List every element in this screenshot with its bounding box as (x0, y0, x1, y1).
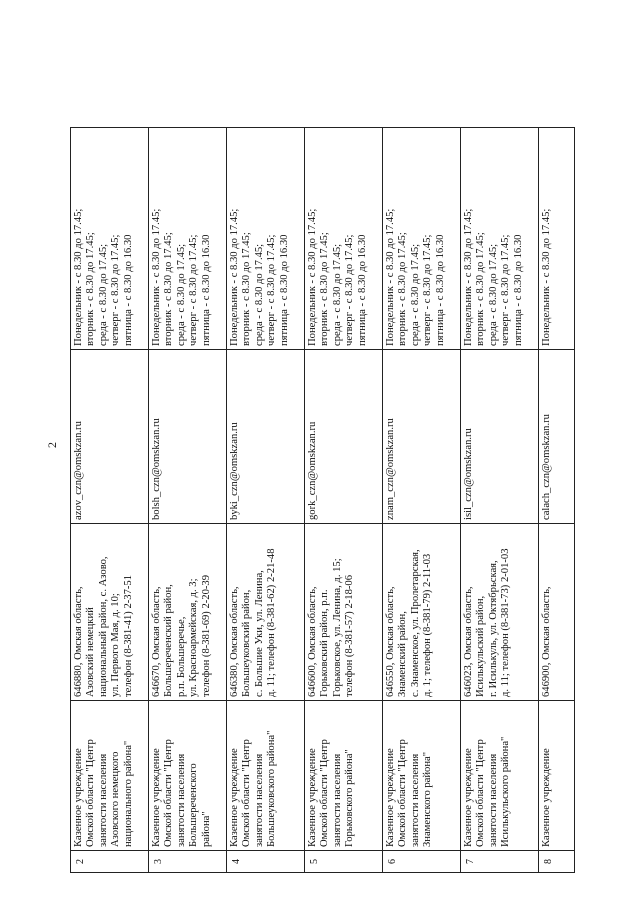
working-hours-cell (383, 128, 461, 350)
address-line: д. 1; телефон (8-381-79) 2-11-03 (422, 553, 434, 697)
address-line: 646380, Омская область, (229, 586, 240, 697)
hours-line: четверг - с 8.30 до 17.45; (110, 234, 122, 346)
name-line: национального района" (122, 740, 134, 847)
name-line: Казенное учреждение (307, 748, 318, 847)
organization-name-cell (383, 701, 461, 851)
address-line: Большереченский район, (163, 584, 175, 697)
working-hours-cell (305, 128, 383, 350)
organization-name-cell (539, 701, 575, 851)
address-line: с. Знаменское, ул. Пролетарская, (409, 549, 421, 697)
name-line: Омской области "Центр (397, 739, 409, 847)
hours-line: вторник - с 8.30 до 17.45; (163, 232, 175, 346)
hours-line: Понедельник - с 8.30 до 17.45; (307, 208, 318, 346)
rotated-table-wrapper (70, 128, 554, 873)
address-cell (461, 524, 539, 701)
address-cell (71, 524, 149, 701)
name-line: занятости населения (331, 753, 343, 847)
hours-line: четверг - с 8.30 до 17.45; (188, 234, 200, 346)
address-line: Горьковское, ул. Ленина, д. 15; (331, 558, 343, 697)
row-number: 6 (387, 859, 398, 864)
hours-line: вторник - с 8.30 до 17.45; (85, 232, 97, 346)
hours-line: пятница - с 8.30 до 16.30 (356, 234, 368, 346)
email-cell (539, 350, 575, 524)
table-row (383, 128, 461, 873)
email-cell (227, 350, 305, 524)
name-line: Казенное учреждение (73, 748, 84, 847)
address-cell (227, 524, 305, 701)
name-line: Омской области "Центр (475, 739, 487, 847)
address-line: 646900, Омская область, (541, 586, 552, 697)
hours-line: среда - с 8.30 до 17.45; (97, 243, 109, 346)
address-cell (305, 524, 383, 701)
address-line: Большеуковский район, (241, 589, 253, 697)
email-cell (149, 350, 227, 524)
email-address: calach_czn@omskzan.ru (541, 414, 552, 520)
name-line: занятости населения (487, 753, 499, 847)
hours-line: пятница - с 8.30 до 16.30 (200, 234, 212, 346)
address-line: с. Большие Уки, ул. Ленина, (253, 570, 265, 697)
hours-line: вторник - с 8.30 до 17.45; (241, 232, 253, 346)
hours-line: четверг - с 8.30 до 17.45; (500, 234, 512, 346)
name-line: Омской области "Центр (163, 739, 175, 847)
working-hours-cell (149, 128, 227, 350)
email-cell (461, 350, 539, 524)
email-address: azov_czn@omskzan.ru (73, 421, 84, 520)
name-line: Азовского немецкого (110, 751, 122, 847)
row-number: 3 (153, 859, 164, 864)
name-line: Казенное учреждение (541, 748, 552, 847)
row-number-cell (461, 851, 539, 873)
hours-line: пятница - с 8.30 до 16.30 (434, 234, 446, 346)
hours-line: пятница - с 8.30 до 16.30 (278, 234, 290, 346)
email-cell (71, 350, 149, 524)
email-cell (383, 350, 461, 524)
row-number: 7 (465, 859, 476, 864)
name-line: района" (200, 811, 212, 847)
email-address: gork_czn@omskzan.ru (307, 421, 318, 520)
row-number-cell (383, 851, 461, 873)
hours-line: Понедельник - с 8.30 до 17.45; (385, 208, 396, 346)
name-line: Казенное учреждение (463, 748, 474, 847)
email-address: isil_czn@omskzan.ru (463, 428, 474, 520)
organization-name-cell (149, 701, 227, 851)
row-number: 2 (75, 859, 86, 864)
name-line: занятости населения (253, 753, 265, 847)
hours-line: среда - с 8.30 до 17.45; (175, 243, 187, 346)
address-line: Горьковский район, р.п. (319, 589, 331, 697)
organization-name-cell (71, 701, 149, 851)
hours-line: пятница - с 8.30 до 16.30 (512, 234, 524, 346)
hours-line: среда - с 8.30 до 17.45; (487, 243, 499, 346)
address-line: 646880, Омская область, (73, 586, 84, 697)
row-number-cell (305, 851, 383, 873)
row-number: 8 (543, 859, 554, 864)
table-row (227, 128, 305, 873)
name-line: Горьковского района" (344, 749, 356, 847)
name-line: Омской области "Центр (319, 739, 331, 847)
row-number: 5 (309, 859, 320, 864)
working-hours-cell (71, 128, 149, 350)
name-line: Исилькульского района" (500, 736, 512, 847)
table-body (71, 128, 575, 873)
organization-name-cell (227, 701, 305, 851)
table-row (539, 128, 575, 873)
row-number-cell (149, 851, 227, 873)
organization-name-cell (305, 701, 383, 851)
address-line: 646550, Омская область, (385, 586, 396, 697)
employment-centers-table (70, 127, 575, 873)
address-line: телефон (8-381-57) 2-18-06 (344, 574, 356, 697)
hours-line: Понедельник - с 8.30 до 17.45; (229, 208, 240, 346)
address-cell (149, 524, 227, 701)
hours-line: Понедельник - с 8.30 до 17.45; (463, 208, 474, 346)
name-line: Казенное учреждение (229, 748, 240, 847)
address-line: г. Исилькуль, ул. Октябрьская, (487, 560, 499, 697)
hours-line: вторник - с 8.30 до 17.45; (319, 232, 331, 346)
name-line: Казенное учреждение (385, 748, 396, 847)
address-cell (539, 524, 575, 701)
name-line: занятости населения (175, 753, 187, 847)
table-row (149, 128, 227, 873)
hours-line: четверг - с 8.30 до 17.45; (422, 234, 434, 346)
name-line: Омской области "Центр (241, 739, 253, 847)
email-cell (305, 350, 383, 524)
hours-line: Понедельник - с 8.30 до 17.45; (73, 208, 84, 346)
address-cell (383, 524, 461, 701)
address-line: ул. Первого Мая, д. 10; (110, 593, 122, 697)
address-line: Знаменский район, (397, 611, 409, 697)
name-line: Большеуковского района" (266, 730, 278, 847)
hours-line: четверг - с 8.30 до 17.45; (266, 234, 278, 346)
email-address: bolsh_czn@omskzan.ru (151, 418, 162, 520)
working-hours-cell (539, 128, 575, 350)
name-line: Большереченского (188, 763, 200, 847)
address-line: 646023, Омская область, (463, 586, 474, 697)
organization-name-cell (461, 701, 539, 851)
row-number-cell (71, 851, 149, 873)
table-row (305, 128, 383, 873)
address-line: Исилькульский район, (475, 595, 487, 697)
name-line: Омской области "Центр (85, 739, 97, 847)
table-row (461, 128, 539, 873)
name-line: Знаменского района" (422, 751, 434, 847)
row-number-cell (227, 851, 305, 873)
name-line: Казенное учреждение (151, 748, 162, 847)
page-number: 2 (45, 442, 59, 448)
hours-line: среда - с 8.30 до 17.45; (331, 243, 343, 346)
address-line: телефон (8-381-69) 2-20-39 (200, 574, 212, 697)
name-line: занятости населения (409, 753, 421, 847)
hours-line: пятница - с 8.30 до 16.30 (122, 234, 134, 346)
address-line: д. 11; телефон (8-381-62) 2-21-48 (266, 548, 278, 697)
hours-line: Понедельник - с 8.30 до 17.45; (541, 208, 552, 346)
address-line: р.п. Большеречье, (175, 616, 187, 697)
email-address: znam_czn@omskzan.ru (385, 418, 396, 520)
hours-line: четверг - с 8.30 до 17.45; (344, 234, 356, 346)
hours-line: среда - с 8.30 до 17.45; (409, 243, 421, 346)
table-row (71, 128, 149, 873)
address-line: национальный район, с. Азово, (97, 556, 109, 697)
address-line: д. 11; телефон (8-381-73) 2-01-03 (500, 548, 512, 697)
working-hours-cell (461, 128, 539, 350)
address-line: Азовский немецкий (85, 607, 97, 697)
address-line: 646600, Омская область, (307, 586, 318, 697)
address-line: телефон (8-381-41) 2-37-51 (122, 574, 134, 697)
address-line: ул. Красноармейская, д. 3; (188, 578, 200, 697)
row-number-cell (539, 851, 575, 873)
hours-line: Понедельник - с 8.30 до 17.45; (151, 208, 162, 346)
email-address: byki_czn@omskzan.ru (229, 422, 240, 520)
working-hours-cell (227, 128, 305, 350)
row-number: 4 (231, 859, 242, 864)
hours-line: вторник - с 8.30 до 17.45; (397, 232, 409, 346)
hours-line: среда - с 8.30 до 17.45; (253, 243, 265, 346)
address-line: 646670, Омская область, (151, 586, 162, 697)
hours-line: вторник - с 8.30 до 17.45; (475, 232, 487, 346)
name-line: занятости населения (97, 753, 109, 847)
